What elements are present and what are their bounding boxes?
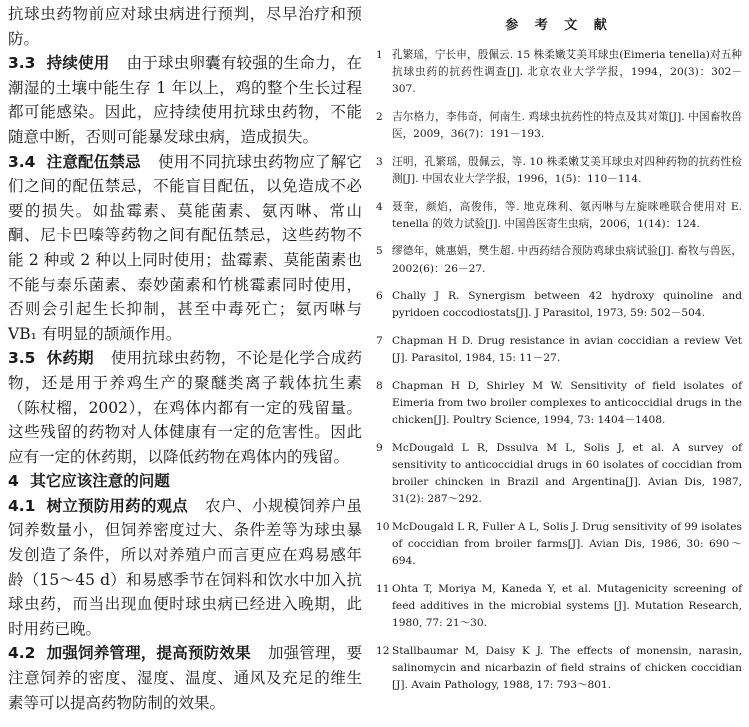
reference-item: [376, 288, 742, 322]
section-title: 注意配伍禁忌: [46, 151, 141, 171]
section-number: 3.3: [8, 54, 36, 73]
reference-number: 3: [376, 155, 383, 168]
reference-item: [376, 199, 742, 233]
section-body: 使用不同抗球虫药物应了解它们之间的配伍禁忌，不能盲目配伍，以免造成不必要的损失。如盐霉素、莫能菌素、氨丙啉、常山酮、尼卡巴嗪等药物之间有配伍禁忌，这些药物不能 2 种或 2 种以上同时使用；盐霉素、莫能菌素也不能与泰乐菌素、泰妙菌素和竹桃霉素同时使用，否则会引起生长抑制，甚至中毒死亡；氨丙啉与 VB₁ 有明显的颉颃作用。: [8, 152, 362, 343]
section-4-1: [8, 494, 362, 642]
reference-text: 缪德年，姚惠娟，樊生超. 中西药结合预防鸡球虫病试验[J]. 畜牧与兽医，2002(6)：26－27.: [392, 245, 742, 275]
section-number: 4.1: [8, 496, 36, 515]
section-4-heading: [8, 469, 362, 494]
reference-number: 9: [376, 441, 383, 454]
section-number: 4: [8, 472, 19, 491]
section-3-3: [8, 51, 362, 149]
reference-text: Chapman H D, Shirley M W. Sensitivity of field isolates of Eimeria from two broiler complexes to anticoccidial drugs in the chicken[J]. Poultry Science, 1994, 73: 1404－1408.: [392, 379, 742, 427]
reference-number: 10: [376, 520, 390, 533]
reference-item: [376, 47, 742, 99]
reference-text: McDougald L R, Fuller A L, Solis J. Drug sensitivity of 99 isolates of coccidian from broiler farms[J]. Avian Dis, 1986, 30: 690～694.: [392, 520, 742, 568]
section-3-4: [8, 150, 362, 347]
reference-text: 吉尔格力，李伟奇，何南生. 鸡球虫抗药性的特点及其对策[J]. 中国畜牧兽医，2009，36(7)：191－193.: [392, 111, 742, 141]
reference-text: McDougald L R, Dssulva M L, Solis J, et al. A survey of sensitivity to anticoccidial drugs in 60 isolates of coccidian from broiler chincken in Brazil and Argentina[J]. Avian Dis, 1987, 31(2): 287～292.: [392, 441, 742, 506]
section-number: 3.5: [8, 349, 36, 368]
section-4-2: [8, 641, 362, 715]
reference-text: Chally J R. Synergism between 42 hydroxy quinoline and pyridoen coccodiostats[J]. J Parasitol, 1973, 59: 502－504.: [392, 290, 742, 320]
reference-number: 4: [376, 200, 383, 213]
reference-number: 6: [376, 290, 383, 303]
reference-item: [376, 581, 742, 633]
references-heading: 参 考 文 献: [505, 18, 613, 33]
reference-item: [376, 154, 742, 188]
reference-item: [376, 519, 742, 571]
references-column: [376, 4, 742, 705]
reference-text: Stallbaumar M, Daisy K J. The effects of monensin, narasin, salinomycin and nicarbazin of field strains of chicken coccidian [J]. Avain Pathology, 1988, 17: 793～801.: [392, 644, 742, 692]
left-column: [8, 2, 362, 715]
reference-number: 7: [376, 334, 383, 347]
reference-text: 孔繁瑶，宁长申，殷佩云. 15 株柔嫩艾美耳球虫(Eimeria tenella)对五种抗球虫药的抗药性调查[J]. 北京农业大学学报，1994，20(3)：302－307.: [392, 49, 742, 96]
reference-text: 聂奎，颜焰，高俊伟，等. 地克珠利、氨丙啉与左旋咪唑联合使用对 E. tenella 的效力试验[J]. 中国兽医寄生虫病，2006，1(14)：124.: [392, 200, 742, 230]
reference-item: [376, 440, 742, 509]
reference-text: Chapman H D. Drug resistance in avian coccidian a review Vet [J]. Parasitol, 1984, 15: 11－27.: [392, 334, 742, 365]
section-title: 持续使用: [46, 53, 110, 73]
section-body: 农户、小规模饲养户虽饲养数量小，但饲养密度过大、条件差等为球虫暴发创造了条件，所以对养殖户而言更应在鸡易感年龄（15～45 d）和易感季节在饲料和饮水中加入抗球虫药，而当出现血便时球虫病已经进入晚期，此时用药已晚。: [8, 496, 362, 638]
reference-item: [376, 378, 742, 430]
reference-number: 1: [376, 49, 383, 61]
section-body: 使用抗球虫药物，不论是化学合成药物，还是用于养鸡生产的聚醚类离子载体抗生素（陈杖榴，2002），在鸡体内都有一定的残留量。这些残留的药物对人体健康有一定的危害性。因此应有一定的休药期，以降低药物在鸡体内的残留。: [8, 349, 362, 466]
section-number: 3.4: [8, 152, 36, 171]
section-body: 由于球虫卵囊有较强的生命力，在潮湿的土壤中能生存 1 年以上，鸡的整个生长过程都可能感染。因此，应持续使用抗球虫药物，不能随意中断，否则可能暴发球虫病，造成损失。: [8, 54, 362, 146]
reference-number: 2: [376, 111, 383, 123]
reference-number: 11: [376, 582, 390, 595]
reference-item: [376, 643, 742, 695]
section-title: 其它应该注意的问题: [30, 472, 170, 491]
section-number: 4.2: [8, 644, 36, 663]
reference-item: [376, 243, 742, 277]
reference-text: 汪明，孔繁瑶，殷佩云，等. 10 株柔嫩艾美耳球虫对四种药物的抗药性检测[J]. 中国农业大学学报，1996，1(5)：110－114.: [392, 155, 742, 185]
reference-item: [376, 333, 742, 367]
reference-number: 12: [376, 644, 390, 657]
section-title: 休药期: [46, 348, 94, 368]
section-body: 加强管理，要注意饲养的密度、湿度、温度、通风及充足的维生素等可以提高药物防制的效果。: [8, 644, 362, 712]
section-3-5: [8, 346, 362, 469]
reference-item: [376, 109, 742, 143]
section-title: 树立预防用药的观点: [46, 495, 188, 515]
reference-number: 8: [376, 379, 383, 392]
intro-paragraph: 抗球虫药物前应对球虫病进行预判，尽早治疗和预防。: [8, 5, 362, 48]
section-title: 加强饲养管理，提高预防效果: [46, 643, 251, 663]
reference-number: 5: [376, 245, 383, 258]
reference-text: Ohta T, Moriya M, Kaneda Y, et al. Mutagenicity screening of feed additives in the microbial systems [J]. Mutation Research, 1980, 77: 21～30.: [392, 582, 742, 630]
